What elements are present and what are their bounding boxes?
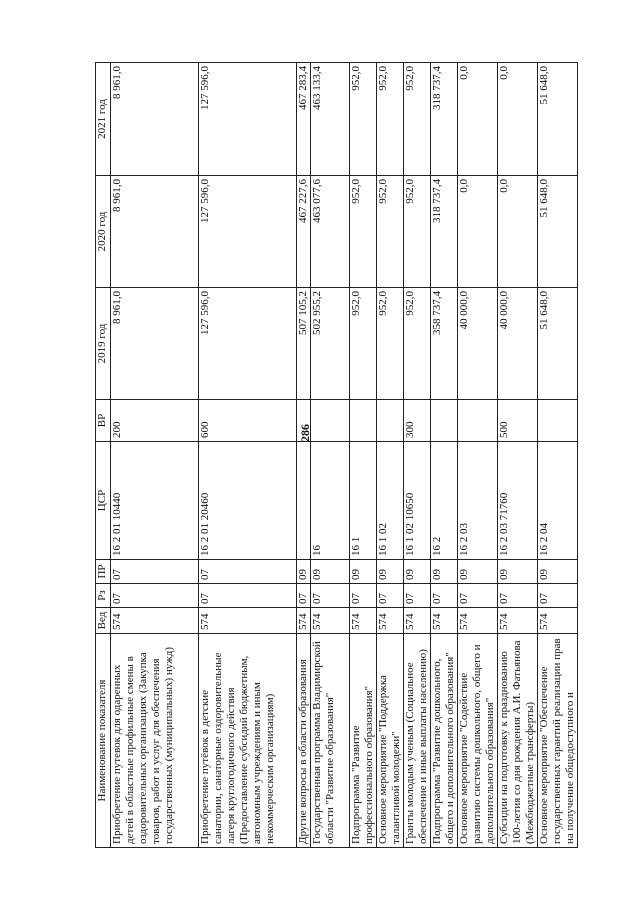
ved-cell: 574	[311, 608, 350, 634]
year-2021-cell: 952,0	[404, 63, 431, 176]
rz-cell: 07	[311, 584, 350, 608]
vr-cell	[431, 400, 458, 442]
year-2019-cell: 952,0	[404, 288, 431, 400]
ved-cell: 574	[377, 608, 404, 634]
pr-cell: 09	[404, 560, 431, 584]
rz-cell: 07	[297, 584, 311, 608]
pr-cell: 09	[458, 560, 498, 584]
table-row	[199, 63, 297, 848]
column-header: ПР	[96, 560, 111, 584]
year-2021-cell: 463 133,4	[311, 63, 350, 176]
table-row	[297, 63, 311, 848]
ved-cell: 574	[111, 608, 199, 634]
column-header: 2019 год	[96, 288, 111, 400]
vr-cell: 500	[498, 400, 538, 442]
ved-cell: 574	[350, 608, 377, 634]
indicator-name-cell: Гранты молодым ученым (Социальное обеспечение и иные выплаты населению)	[404, 634, 431, 848]
pr-cell: 09	[431, 560, 458, 584]
rz-cell: 07	[111, 584, 199, 608]
indicator-name-cell: Подпрограмма "Развитие профессионального образования"	[350, 634, 377, 848]
year-2021-cell: 127 596,0	[199, 63, 297, 176]
year-2020-cell: 318 737,4	[431, 176, 458, 288]
indicator-name-cell: Государственная программа Владимирской области "Развитие образования"	[311, 634, 350, 848]
year-2021-cell: 51 648,0	[538, 63, 578, 176]
year-2020-cell: 127 596,0	[199, 176, 297, 288]
ved-cell: 574	[297, 608, 311, 634]
rz-cell: 07	[498, 584, 538, 608]
year-2019-cell: 40 000,0	[498, 288, 538, 400]
csr-cell: 16 2 04	[538, 442, 578, 560]
year-2020-cell: 0,0	[458, 176, 498, 288]
rz-cell: 07	[538, 584, 578, 608]
table-row	[431, 63, 458, 848]
year-2021-cell: 952,0	[350, 63, 377, 176]
year-2019-cell: 507 105,2	[297, 288, 311, 400]
year-2019-cell: 8 961,0	[111, 288, 199, 400]
rz-cell: 07	[404, 584, 431, 608]
csr-cell: 16 2 03	[458, 442, 498, 560]
year-2020-cell: 463 077,6	[311, 176, 350, 288]
vr-cell: 300	[404, 400, 431, 442]
rotated-page-content	[95, 63, 605, 848]
indicator-name-cell: Приобретение путёвок в детские санатории, санаторные оздоровительные лагеря круглогодичного действия (Предоставление субсидий бюджетным, автономным учреждениям и иным некоммерческим организациям)	[199, 634, 297, 848]
csr-cell: 16 2 01 20460	[199, 442, 297, 560]
table-row	[498, 63, 538, 848]
year-2020-cell: 952,0	[350, 176, 377, 288]
ved-cell: 574	[404, 608, 431, 634]
table-row	[458, 63, 498, 848]
year-2021-cell: 952,0	[377, 63, 404, 176]
indicator-name-cell: Субсидии на подготовку к празднованию 100-летия со дня рождения А.И. Фатьянова (Межбюджетные трансферты)	[498, 634, 538, 848]
csr-cell: 16 1 02 10650	[404, 442, 431, 560]
ved-cell: 574	[498, 608, 538, 634]
year-2019-cell: 51 648,0	[538, 288, 578, 400]
csr-cell: 16 1 02	[377, 442, 404, 560]
page-number: 286	[298, 424, 312, 442]
year-2019-cell: 502 955,2	[311, 288, 350, 400]
year-2019-cell: 40 000,0	[458, 288, 498, 400]
pr-cell: 07	[111, 560, 199, 584]
year-2021-cell: 0,0	[498, 63, 538, 176]
vr-cell	[297, 400, 311, 442]
year-2021-cell: 318 737,4	[431, 63, 458, 176]
pr-cell: 09	[498, 560, 538, 584]
vr-cell: 600	[199, 400, 297, 442]
indicator-name-cell: Приобретение путевок для одаренных детей в областные профильные смены в оздоровительных организациях (Закупка товаров, работ и услуг для обеспечения государственных (муниципальных) нужд)	[111, 634, 199, 848]
year-2021-cell: 467 283,4	[297, 63, 311, 176]
rz-cell: 07	[431, 584, 458, 608]
table-row	[311, 63, 350, 848]
table-row	[377, 63, 404, 848]
ved-cell: 574	[431, 608, 458, 634]
year-2020-cell: 51 648,0	[538, 176, 578, 288]
vr-cell	[458, 400, 498, 442]
indicator-name-cell: Другие вопросы в области образования	[297, 634, 311, 848]
year-2021-cell: 8 961,0	[111, 63, 199, 176]
csr-cell: 16 2 03 71760	[498, 442, 538, 560]
indicator-name-cell: Основное мероприятие "Обеспечение государственных гарантий реализации прав на получение общедоступного и	[538, 634, 578, 848]
column-header: Рз	[96, 584, 111, 608]
pr-cell: 09	[538, 560, 578, 584]
vr-cell	[538, 400, 578, 442]
indicator-name-cell: Подпрограмма "Развитие дошкольного, общего и дополнительного образования"	[431, 634, 458, 848]
year-2019-cell: 127 596,0	[199, 288, 297, 400]
pr-cell: 09	[311, 560, 350, 584]
column-header: Вед	[96, 608, 111, 634]
indicator-name-cell: Основное мероприятие "Содействие развитию системы дошкольного, общего и дополнительного образования"	[458, 634, 498, 848]
vr-cell	[311, 400, 350, 442]
rz-cell: 07	[350, 584, 377, 608]
budget-table	[95, 62, 578, 848]
pr-cell: 07	[199, 560, 297, 584]
table-row	[404, 63, 431, 848]
year-2019-cell: 952,0	[377, 288, 404, 400]
indicator-name-cell: Основное мероприятие "Поддержка талантливой молодежи"	[377, 634, 404, 848]
vr-cell	[350, 400, 377, 442]
column-header: ВР	[96, 400, 111, 442]
ved-cell: 574	[538, 608, 578, 634]
year-2020-cell: 952,0	[404, 176, 431, 288]
column-header: ЦСР	[96, 442, 111, 560]
year-2020-cell: 0,0	[498, 176, 538, 288]
year-2020-cell: 952,0	[377, 176, 404, 288]
pr-cell: 09	[350, 560, 377, 584]
table-row	[350, 63, 377, 848]
csr-cell: 16	[311, 442, 350, 560]
csr-cell	[297, 442, 311, 560]
year-2020-cell: 8 961,0	[111, 176, 199, 288]
ved-cell: 574	[199, 608, 297, 634]
year-2019-cell: 952,0	[350, 288, 377, 400]
ved-cell: 574	[458, 608, 498, 634]
table-row	[538, 63, 578, 848]
rz-cell: 07	[458, 584, 498, 608]
rz-cell: 07	[199, 584, 297, 608]
vr-cell	[377, 400, 404, 442]
rz-cell: 07	[377, 584, 404, 608]
csr-cell: 16 1	[350, 442, 377, 560]
csr-cell: 16 2	[431, 442, 458, 560]
table-header-row	[96, 63, 111, 848]
column-header: Наименование показателя	[96, 634, 111, 848]
column-header: 2020 год	[96, 176, 111, 288]
table-row	[111, 63, 199, 848]
pr-cell: 09	[297, 560, 311, 584]
year-2021-cell: 0,0	[458, 63, 498, 176]
pr-cell: 09	[377, 560, 404, 584]
year-2019-cell: 358 737,4	[431, 288, 458, 400]
year-2020-cell: 467 227,6	[297, 176, 311, 288]
csr-cell: 16 2 01 10440	[111, 442, 199, 560]
vr-cell: 200	[111, 400, 199, 442]
column-header: 2021 год	[96, 63, 111, 176]
